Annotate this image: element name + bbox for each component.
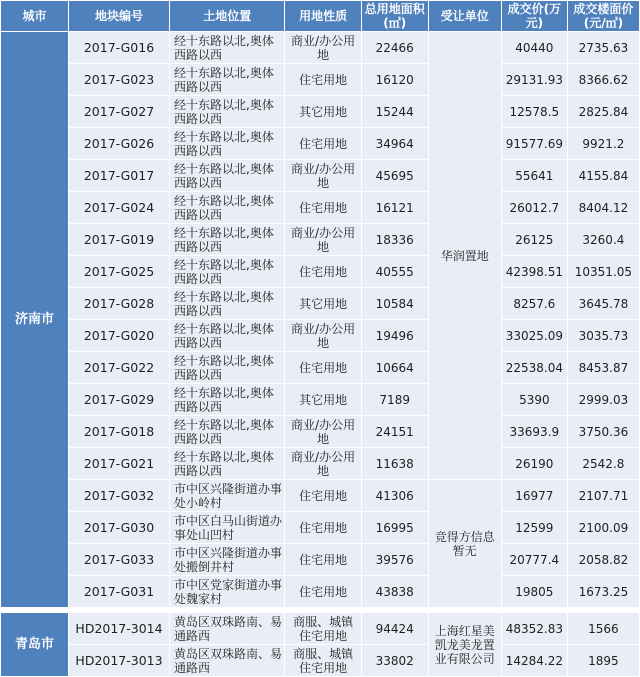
land-use-cell: 其它用地	[285, 96, 361, 128]
plot-code-cell: 2017-G022	[69, 352, 170, 384]
plot-code-cell: 2017-G024	[69, 192, 170, 224]
header-row	[1, 1, 640, 32]
plot-code-cell: 2017-G018	[69, 416, 170, 448]
table-row	[1, 352, 640, 384]
location-cell: 经十东路以北,奥体西路以西	[170, 128, 285, 160]
plot-code-cell: 2017-G028	[69, 288, 170, 320]
table-row	[1, 512, 640, 544]
price-cell: 26012.7	[501, 192, 567, 224]
city-cell: 青岛市	[1, 613, 69, 677]
plot-code-cell: 2017-G029	[69, 384, 170, 416]
area-cell: 10584	[361, 288, 428, 320]
floor-price-cell: 3260.4	[567, 224, 639, 256]
location-cell: 黄岛区双珠路南、易通路西	[170, 613, 285, 645]
land-use-cell: 商服、城镇住宅用地	[285, 613, 361, 645]
location-cell: 经十东路以北,奥体西路以西	[170, 160, 285, 192]
plot-code-cell: 2017-G020	[69, 320, 170, 352]
location-cell: 经十东路以北,奥体西路以西	[170, 96, 285, 128]
floor-price-cell: 3645.78	[567, 288, 639, 320]
land-use-cell: 住宅用地	[285, 480, 361, 512]
price-cell: 5390	[501, 384, 567, 416]
plot-code-cell: 2017-G021	[69, 448, 170, 480]
land-use-cell: 住宅用地	[285, 192, 361, 224]
table-row	[1, 96, 640, 128]
location-cell: 市中区兴隆街道办事处搬倒井村	[170, 544, 285, 576]
price-cell: 12578.5	[501, 96, 567, 128]
floor-price-cell: 2058.82	[567, 544, 639, 576]
price-cell: 91577.69	[501, 128, 567, 160]
location-cell: 黄岛区双珠路南、易通路西	[170, 645, 285, 677]
floor-price-cell: 4155.84	[567, 160, 639, 192]
plot-code-cell: HD2017-3014	[69, 613, 170, 645]
price-cell: 48352.83	[501, 613, 567, 645]
price-cell: 16977	[501, 480, 567, 512]
table-row	[1, 64, 640, 96]
area-cell: 45695	[361, 160, 428, 192]
price-cell: 33693.9	[501, 416, 567, 448]
area-cell: 40555	[361, 256, 428, 288]
price-cell: 22538.04	[501, 352, 567, 384]
floor-price-cell: 8453.87	[567, 352, 639, 384]
plot-code-cell: 2017-G019	[69, 224, 170, 256]
area-cell: 22466	[361, 32, 428, 64]
area-cell: 10664	[361, 352, 428, 384]
table-row	[1, 256, 640, 288]
header-land-use: 用地性质	[285, 1, 361, 32]
location-cell: 经十东路以北,奥体西路以西	[170, 32, 285, 64]
land-use-cell: 住宅用地	[285, 64, 361, 96]
table-row	[1, 288, 640, 320]
price-cell: 40440	[501, 32, 567, 64]
plot-code-cell: 2017-G016	[69, 32, 170, 64]
header-buyer: 受让单位	[428, 1, 501, 32]
plot-code-cell: 2017-G017	[69, 160, 170, 192]
table-row	[1, 224, 640, 256]
location-cell: 经十东路以北,奥体西路以西	[170, 288, 285, 320]
table-row	[1, 192, 640, 224]
area-cell: 16120	[361, 64, 428, 96]
table-row	[1, 416, 640, 448]
plot-code-cell: 2017-G026	[69, 128, 170, 160]
area-cell: 19496	[361, 320, 428, 352]
price-cell: 29131.93	[501, 64, 567, 96]
table-body	[1, 32, 640, 677]
land-use-cell: 商服、城镇住宅用地	[285, 645, 361, 677]
floor-price-cell: 1895	[567, 645, 639, 677]
floor-price-cell: 3035.73	[567, 320, 639, 352]
land-use-cell: 商业/办公用地	[285, 32, 361, 64]
floor-price-cell: 1566	[567, 613, 639, 645]
area-cell: 7189	[361, 384, 428, 416]
area-cell: 16121	[361, 192, 428, 224]
plot-code-cell: 2017-G025	[69, 256, 170, 288]
location-cell: 市中区白马山街道办事处山凹村	[170, 512, 285, 544]
price-cell: 26125	[501, 224, 567, 256]
location-cell: 市中区党家街道办事处魏家村	[170, 576, 285, 608]
floor-price-cell: 8366.62	[567, 64, 639, 96]
plot-code-cell: 2017-G031	[69, 576, 170, 608]
land-use-cell: 住宅用地	[285, 352, 361, 384]
floor-price-cell: 1673.25	[567, 576, 639, 608]
header-price: 成交价(万元)	[501, 1, 567, 32]
plot-code-cell: 2017-G027	[69, 96, 170, 128]
buyer-cell: 华润置地	[428, 32, 501, 480]
price-cell: 19805	[501, 576, 567, 608]
land-use-cell: 住宅用地	[285, 512, 361, 544]
area-cell: 43838	[361, 576, 428, 608]
land-use-cell: 住宅用地	[285, 256, 361, 288]
price-cell: 14284.22	[501, 645, 567, 677]
table-row	[1, 128, 640, 160]
location-cell: 经十东路以北,奥体西路以西	[170, 256, 285, 288]
area-cell: 39576	[361, 544, 428, 576]
location-cell: 经十东路以北,奥体西路以西	[170, 352, 285, 384]
area-cell: 16995	[361, 512, 428, 544]
plot-code-cell: HD2017-3013	[69, 645, 170, 677]
floor-price-cell: 2107.71	[567, 480, 639, 512]
plot-code-cell: 2017-G023	[69, 64, 170, 96]
area-cell: 18336	[361, 224, 428, 256]
price-cell: 55641	[501, 160, 567, 192]
plot-code-cell: 2017-G033	[69, 544, 170, 576]
location-cell: 经十东路以北,奥体西路以西	[170, 64, 285, 96]
land-use-cell: 商业/办公用地	[285, 448, 361, 480]
location-cell: 经十东路以北,奥体西路以西	[170, 448, 285, 480]
buyer-cell: 上海红星美凯龙美龙置业有限公司	[428, 613, 501, 677]
header-floor-price: 成交楼面价(元/㎡)	[567, 1, 639, 32]
floor-price-cell: 9921.2	[567, 128, 639, 160]
land-use-cell: 商业/办公用地	[285, 320, 361, 352]
floor-price-cell: 2735.63	[567, 32, 639, 64]
location-cell: 经十东路以北,奥体西路以西	[170, 416, 285, 448]
table-row	[1, 320, 640, 352]
area-cell: 24151	[361, 416, 428, 448]
city-cell: 济南市	[1, 32, 69, 608]
location-cell: 经十东路以北,奥体西路以西	[170, 384, 285, 416]
price-cell: 42398.51	[501, 256, 567, 288]
table-row	[1, 384, 640, 416]
price-cell: 20777.4	[501, 544, 567, 576]
land-use-cell: 其它用地	[285, 288, 361, 320]
floor-price-cell: 2825.84	[567, 96, 639, 128]
floor-price-cell: 2999.03	[567, 384, 639, 416]
header-location: 土地位置	[170, 1, 285, 32]
table-row	[1, 480, 640, 512]
price-cell: 26190	[501, 448, 567, 480]
table-row	[1, 544, 640, 576]
area-cell: 11638	[361, 448, 428, 480]
floor-price-cell: 3750.36	[567, 416, 639, 448]
location-cell: 经十东路以北,奥体西路以西	[170, 192, 285, 224]
land-use-cell: 其它用地	[285, 384, 361, 416]
land-use-cell: 住宅用地	[285, 128, 361, 160]
location-cell: 市中区兴隆街道办事处小岭村	[170, 480, 285, 512]
table-row	[1, 448, 640, 480]
header-total-area: 总用地面积(㎡)	[361, 1, 428, 32]
area-cell: 33802	[361, 645, 428, 677]
location-cell: 经十东路以北,奥体西路以西	[170, 224, 285, 256]
header-plot-code: 地块编号	[69, 1, 170, 32]
area-cell: 34964	[361, 128, 428, 160]
land-use-cell: 住宅用地	[285, 576, 361, 608]
floor-price-cell: 2100.09	[567, 512, 639, 544]
header-city: 城市	[1, 1, 69, 32]
area-cell: 94424	[361, 613, 428, 645]
area-cell: 15244	[361, 96, 428, 128]
floor-price-cell: 10351.05	[567, 256, 639, 288]
buyer-cell: 竞得方信息暂无	[428, 480, 501, 608]
location-cell: 经十东路以北,奥体西路以西	[170, 320, 285, 352]
area-cell: 41306	[361, 480, 428, 512]
plot-code-cell: 2017-G030	[69, 512, 170, 544]
table-row	[1, 32, 640, 64]
floor-price-cell: 8404.12	[567, 192, 639, 224]
land-use-cell: 住宅用地	[285, 544, 361, 576]
price-cell: 33025.09	[501, 320, 567, 352]
land-use-cell: 商业/办公用地	[285, 224, 361, 256]
land-use-cell: 商业/办公用地	[285, 416, 361, 448]
land-use-cell: 商业/办公用地	[285, 160, 361, 192]
table-row	[1, 613, 640, 645]
price-cell: 12599	[501, 512, 567, 544]
table-row	[1, 576, 640, 608]
plot-code-cell: 2017-G032	[69, 480, 170, 512]
floor-price-cell: 2542.8	[567, 448, 639, 480]
table-row	[1, 160, 640, 192]
price-cell: 8257.6	[501, 288, 567, 320]
